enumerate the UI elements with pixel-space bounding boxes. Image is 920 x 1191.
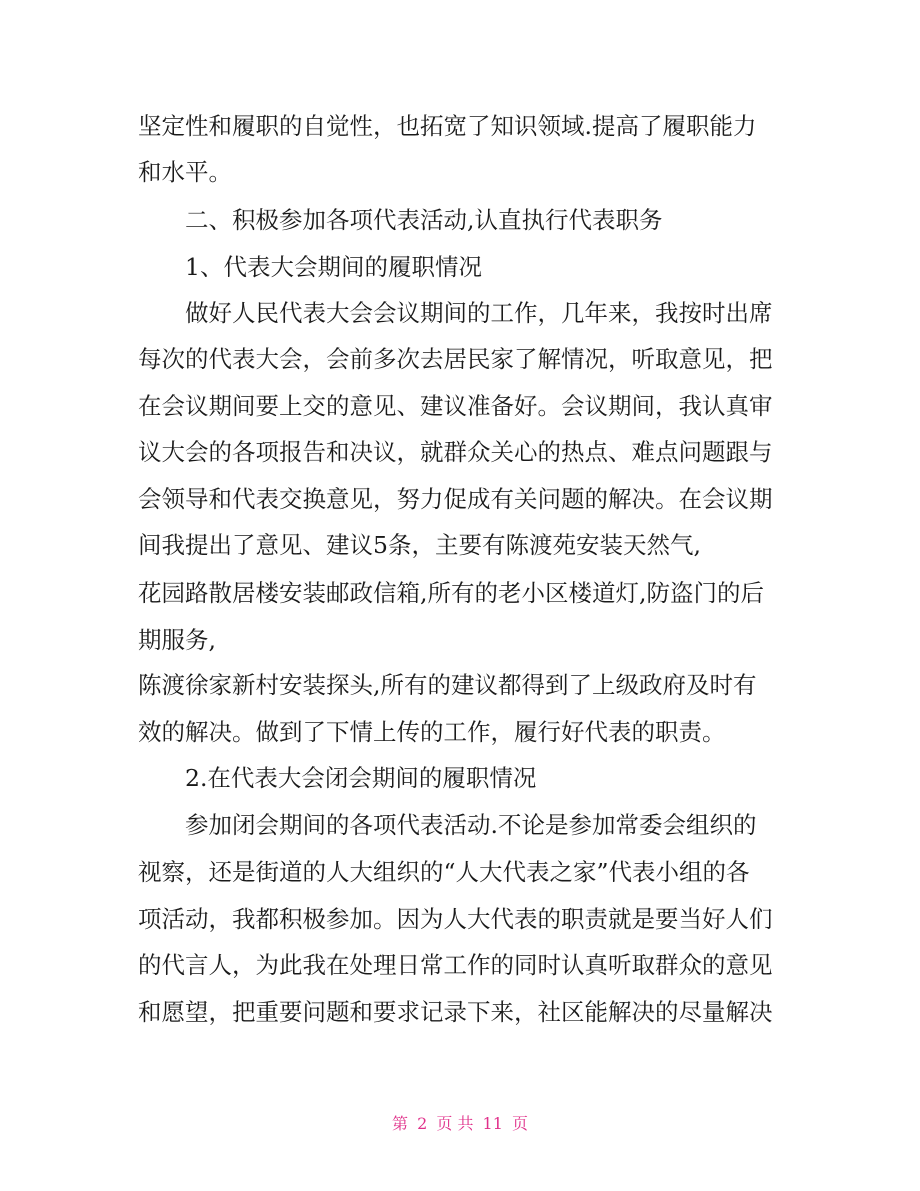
text-line: 间我提出了意见、建议5条，主要有陈渡苑安装天然气, bbox=[138, 531, 701, 559]
footer-page-number: 2 bbox=[417, 1114, 428, 1133]
text-line: 花园路散居楼安装邮政信箱,所有的老小区楼道灯,防盗门的后 bbox=[138, 579, 764, 607]
paragraph-first-line: 参加闭会期间的各项代表活动.不论是参加常委会组织的 bbox=[185, 811, 757, 839]
text-line: 效的解决。做到了下情上传的工作，履行好代表的职责。 bbox=[138, 718, 726, 746]
text-line: 议大会的各项报告和决议，就群众关心的热点、难点问题跟与 bbox=[138, 438, 773, 466]
text-line: 陈渡徐家新村安装探头,所有的建议都得到了上级政府及时有 bbox=[138, 671, 757, 699]
paragraph-first-line: 做好人民代表大会会议期间的工作，几年来，我按时出席 bbox=[185, 299, 773, 327]
text-line: 在会议期间要上交的意见、建议准备好。会议期间，我认真审 bbox=[138, 392, 773, 420]
text-line: 和水平。 bbox=[138, 158, 232, 186]
text-line: 期服务, bbox=[138, 626, 216, 654]
subsection-heading: 2.在代表大会闭会期间的履职情况 bbox=[185, 764, 537, 792]
footer-prefix: 第 bbox=[391, 1114, 408, 1133]
footer-total-pages: 11 bbox=[482, 1114, 503, 1133]
footer-suffix: 页 bbox=[512, 1114, 529, 1133]
text-line: 视察，还是街道的人大组织的“人大代表之家”代表小组的各 bbox=[138, 858, 750, 886]
text-line: 每次的代表大会，会前多次去居民家了解情况，听取意见，把 bbox=[138, 345, 773, 373]
text-line: 的代言人，为此我在处理日常工作的同时认真听取群众的意见 bbox=[138, 951, 773, 979]
text-line: 和愿望，把重要问题和要求记录下来，社区能解决的尽量解决 bbox=[138, 998, 773, 1026]
text-line: 会领导和代表交换意见，努力促成有关问题的解决。在会议期 bbox=[138, 485, 773, 513]
page-footer bbox=[0, 1113, 920, 1135]
text-line: 坚定性和履职的自觉性，也拓宽了知识领域.提高了履职能力 bbox=[138, 112, 757, 140]
subsection-heading: 1、代表大会期间的履职情况 bbox=[185, 253, 482, 281]
text-line: 项活动，我都积极参加。因为人大代表的职责就是要当好人们 bbox=[138, 905, 773, 933]
footer-middle: 页 共 bbox=[436, 1114, 474, 1133]
section-heading: 二、积极参加各项代表活动,认直执行代表职务 bbox=[185, 206, 663, 234]
